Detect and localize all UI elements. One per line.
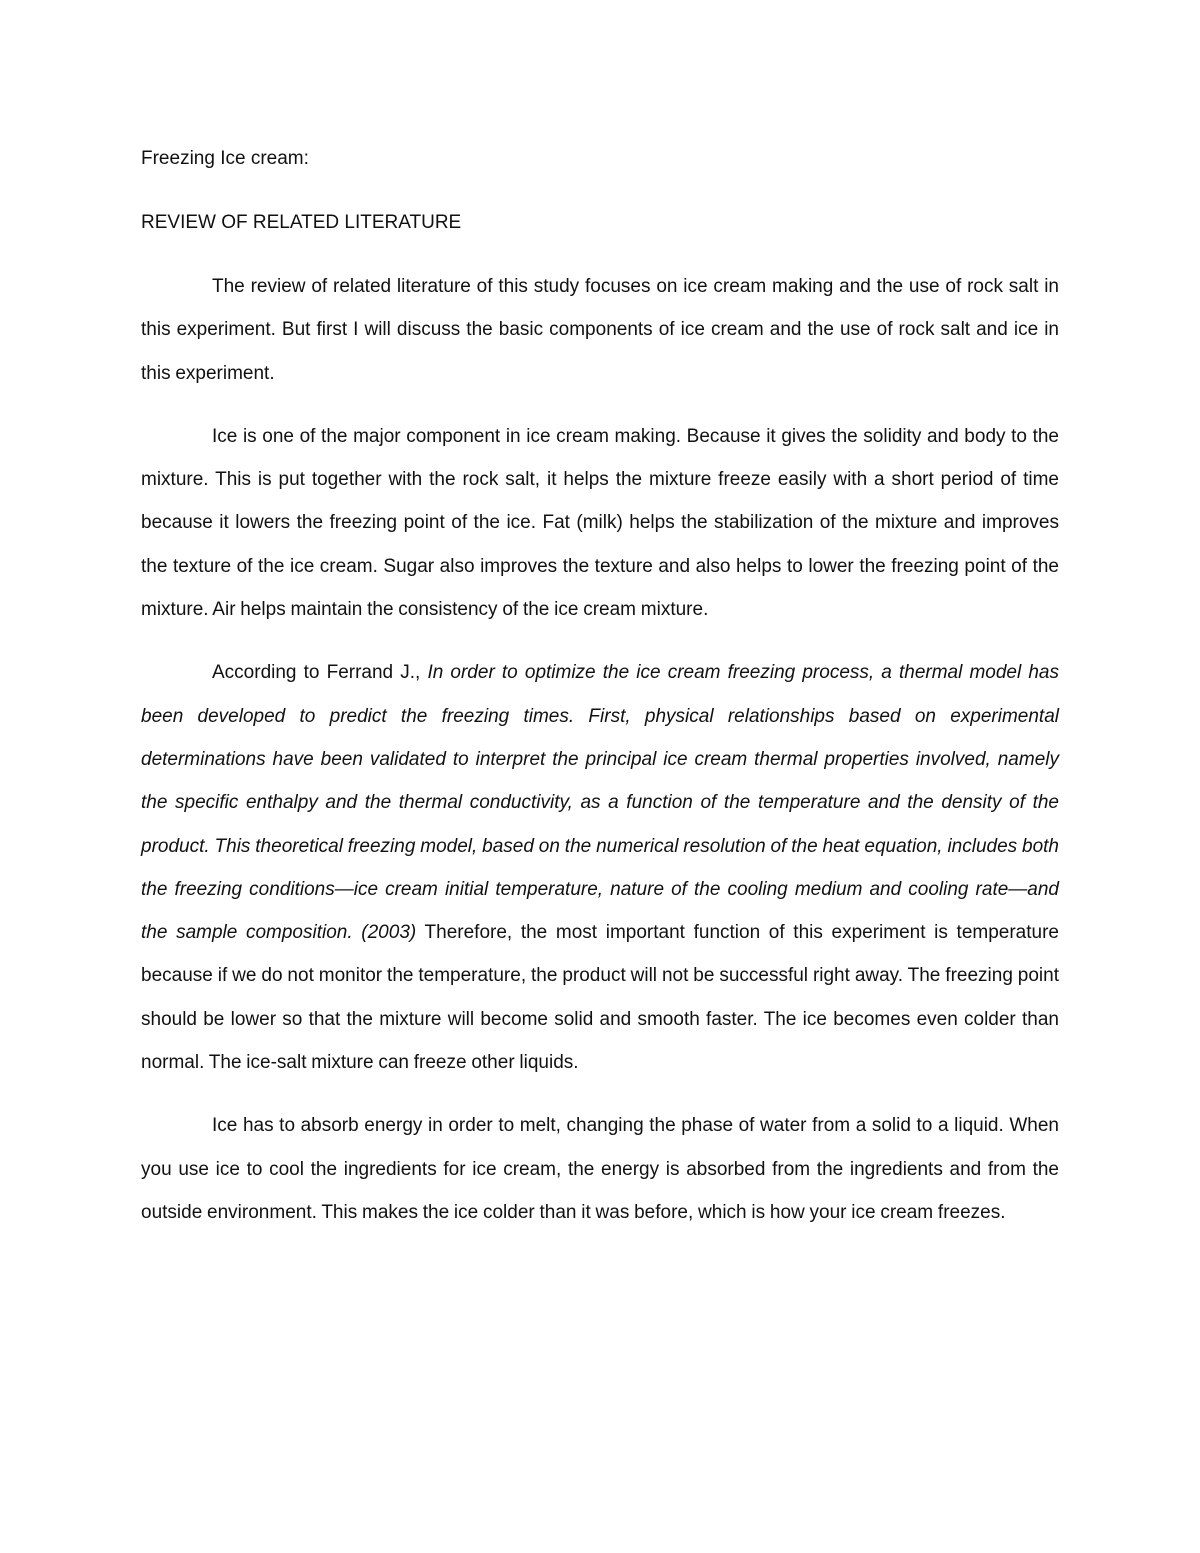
paragraph-ice-components: Ice is one of the major component in ice cream making. Because it gives the solidity and body to the mixture. This is put together with the rock salt, it helps the mixture freeze easily with a short period of time because it lowers the freezing point of the ice. Fat (milk) helps the stabilization of the mixture and improves the texture of the ice cream. Sugar also improves the texture and also helps to lower the freezing point of the mixture. Air helps maintain the consistency of the ice cream mixture.: [141, 425, 1059, 621]
document-body: [141, 139, 1059, 1234]
paragraph-ice-energy: Ice has to absorb energy in order to melt, changing the phase of water from a solid to a liquid. When you use ice to cool the ingredients for ice cream, the energy is absorbed from the ingredients and from the outside environment. This makes the ice colder than it was before, which is how your ice cream freezes.: [141, 1115, 1059, 1223]
paragraph-ferrand-rest: Therefore, the most important function of this experiment is temperature because if we do not monitor the temperature, the product will not be successful right away. The freezing point should be lower so that the mixture will become solid and smooth faster. The ice becomes even colder than normal. The ice-salt mixture can freeze other liquids.: [141, 922, 1059, 1074]
ferrand-quotation: In order to optimize the ice cream freezing process, a thermal model has been developed to predict the freezing times. First, physical relationships based on experimental determinations have been validated to interpret the principal ice cream thermal properties involved, namely the specific enthalpy and the thermal conductivity, as a function of the temperature and the density of the product. This theoretical freezing model, based on the numerical resolution of the heat equation, includes both the freezing conditions—ice cream initial temperature, nature of the cooling medium and cooling rate—and the sample composition. (2003): [141, 662, 1059, 944]
section-heading: REVIEW OF RELATED LITERATURE: [141, 212, 462, 233]
document-title: Freezing Ice cream:: [141, 148, 309, 169]
paragraph-ferrand-quote: [141, 651, 1059, 1084]
paragraph-ferrand-intro: According to Ferrand J.,: [212, 662, 428, 684]
paragraph-intro: The review of related literature of this study focuses on ice cream making and the use of rock salt in this experiment. But first I will discuss the basic components of ice cream and the use of rock salt and ice in this experiment.: [141, 276, 1059, 384]
